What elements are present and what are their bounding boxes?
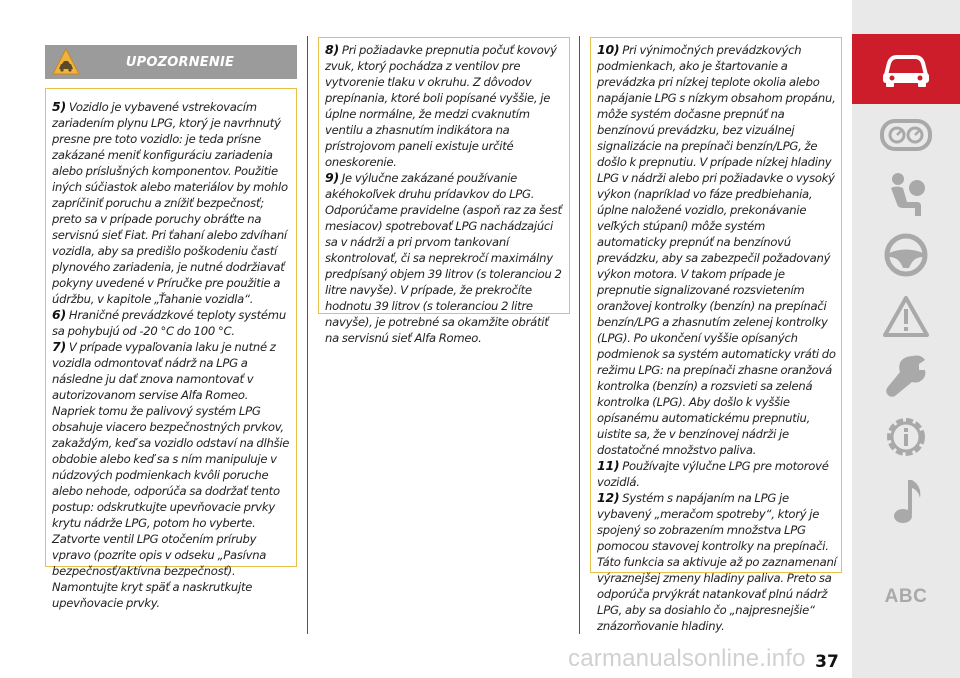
- watermark: carmanualsonline.info: [568, 645, 806, 672]
- note-number: 11): [597, 458, 620, 473]
- note-paragraph: [325, 170, 565, 346]
- steering-wheel-icon[interactable]: [876, 230, 936, 280]
- warning-header: [45, 45, 297, 79]
- airbag-person-icon[interactable]: [876, 170, 936, 220]
- note-paragraph: [52, 99, 292, 307]
- note-paragraph: [52, 339, 292, 611]
- warning-text: [52, 99, 292, 611]
- gauges-icon[interactable]: [876, 110, 936, 160]
- notes-box-3: [590, 37, 842, 633]
- note-paragraph: [325, 42, 565, 170]
- note-text: Používajte výlučne LPG pre motorové vozidlá.: [597, 459, 829, 489]
- notes-text-3: [597, 42, 837, 634]
- note-text: V prípade vypaľovania laku je nutné z vozidla odmontovať nádrž na LPG a následne ju dať znova namontovať v autorizovanom servise Alfa Romeo. Napriek tomu že palivový systém LPG obsahuje viacero bezpečnostných prvkov, zakaždým, keď sa vozidlo odstaví na dlhšie obdobie alebo keď sa s ním manipuluje v núdzových podmienkach kvôli poruche alebo nehode, odporúča sa dodržať tento postup: odskrutkujte upevňovacie prvky krytu nádrže LPG, potom ho vyberte. Zatvorte ventil LPG otočením príruby vpravo (pozrite opis v odseku „Pasívna bezpečnosť/aktívna bezpečnosť). Namontujte kryt späť a naskrutkujte upevňovacie prvky.: [52, 340, 290, 610]
- note-text: Je výlučne zakázané používanie akéhokoľvek druhu prídavkov do LPG. Odporúčame pravidelne (aspoň raz za šesť mesiacov) spotrebovať LPG nachádzajúci sa v nádrži a pri prvom tankovaní skontrolovať, či sa neprekročí maximálny predpísaný objem 39 litrov (s toleranciou 2 litre navyše). V prípade, že prekročíte hodnotu 39 litrov (s toleranciou 2 litre navyše), je potrebné sa okamžite obrátiť na servisnú sieť Alfa Romeo.: [325, 171, 562, 345]
- car-icon[interactable]: [876, 44, 936, 94]
- note-text: Pri požiadavke prepnutia počuť kovový zvuk, ktorý pochádza z ventilov pre vytvorenie tlaku v okruhu. Z dôvodov prepínania, ktoré boli popísané vyššie, je úplne normálne, že medzi cvaknutím ventilu a zhasnutím indikátora na prístrojovom paneli existuje určité oneskorenie.: [325, 43, 557, 169]
- sidebar-abc-index[interactable]: ABC: [884, 586, 928, 607]
- warning-triangle-icon[interactable]: [876, 292, 936, 342]
- page-number: 37: [815, 652, 839, 672]
- warning-box: [45, 88, 297, 610]
- note-text: Systém s napájaním na LPG je vybavený „meračom spotreby“, ktorý je spojený so zobrazením množstva LPG pomocou stavovej kontrolky na prepínači. Táto funkcia sa aktivuje až po zaznamenaní výraznejšej zmeny hladiny paliva. Preto sa odporúča prvýkrát natankovať plnú nádrž LPG, aby sa dosiahlo čo „najpresnejšie“ znázorňovanie hladiny.: [597, 491, 837, 633]
- column-divider-1: [307, 36, 308, 634]
- warning-car-icon: [51, 47, 81, 77]
- note-text: Pri výnimočných prevádzkových podmienkach, ako je štartovanie a prevádzka pri nízkej teplote okolia alebo napájanie LPG s nízkym obsahom propánu, môže systém dočasne prepnúť na benzínovú prevádzku, bez vizuálnej signalizácie na prepínači benzín/LPG, že došlo k prepnutiu. V prípade nízkej hladiny LPG v nádrži alebo pri požiadavke o vysoký výkon (napríklad vo fáze predbiehania, úplne naložené vozidlo, prekonávanie veľkých stúpaní) môže systém automaticky prepnúť na benzínovú prevádzku, aby sa zabezpečil požadovaný výkon motora. V takom prípade je prepnutie signalizované rozsvietením oranžovej kontrolky (benzín) na prepínači benzín/LPG a zhasnutím zelenej kontrolky (LPG). Po ukončení vyššie opísaných podmienok sa systém automaticky vráti do režimu LPG: na prepínači zhasne oranžová kontrolka (benzín) a rozsvieti sa zelená kontrolka (LPG). Aby došlo k vyššie opísanému automatickému prepnutiu, uistite sa, že v benzínovej nádrži je dostatočné množstvo paliva.: [597, 43, 836, 457]
- note-number: 8): [325, 42, 339, 57]
- note-number: 12): [597, 490, 620, 505]
- wrench-icon[interactable]: [876, 350, 936, 400]
- note-number: 7): [52, 339, 66, 354]
- note-number: 6): [52, 307, 66, 322]
- note-paragraph: [597, 458, 837, 490]
- note-number: 10): [597, 42, 620, 57]
- note-number: 9): [325, 170, 339, 185]
- note-number: 5): [52, 99, 66, 114]
- note-paragraph: [597, 42, 837, 458]
- note-text: Hraničné prevádzkové teploty systému sa pohybujú od -20 °C do 100 °C.: [52, 308, 286, 338]
- notes-box-2: [318, 37, 570, 345]
- note-paragraph: [52, 307, 292, 339]
- note-paragraph: [597, 490, 837, 634]
- warning-title: UPOZORNENIE: [125, 54, 235, 70]
- info-gear-icon[interactable]: [876, 412, 936, 462]
- note-text: Vozidlo je vybavené vstrekovacím zariadením plynu LPG, ktorý je navrhnutý presne pre toto vozidlo: je teda prísne zakázané meniť konfiguráciu zariadenia alebo príslušných komponentov. Použitie iných súčiastok alebo materiálov by mohlo zapríčiniť poruchu a znížiť bezpečnosť; preto sa v prípade poruchy obráťte na servisnú sieť Fiat. Pri ťahaní alebo zdvíhaní vozidla, aby sa predišlo poškodeniu častí plynového zariadenia, je nutné dodržiavať pokyny uvedené v Príručke pre použitie a údržbu, v kapitole „Ťahanie vozidla“.: [52, 100, 288, 306]
- column-divider-2: [579, 36, 580, 634]
- music-note-icon[interactable]: [876, 476, 936, 526]
- notes-text-2: [325, 42, 565, 346]
